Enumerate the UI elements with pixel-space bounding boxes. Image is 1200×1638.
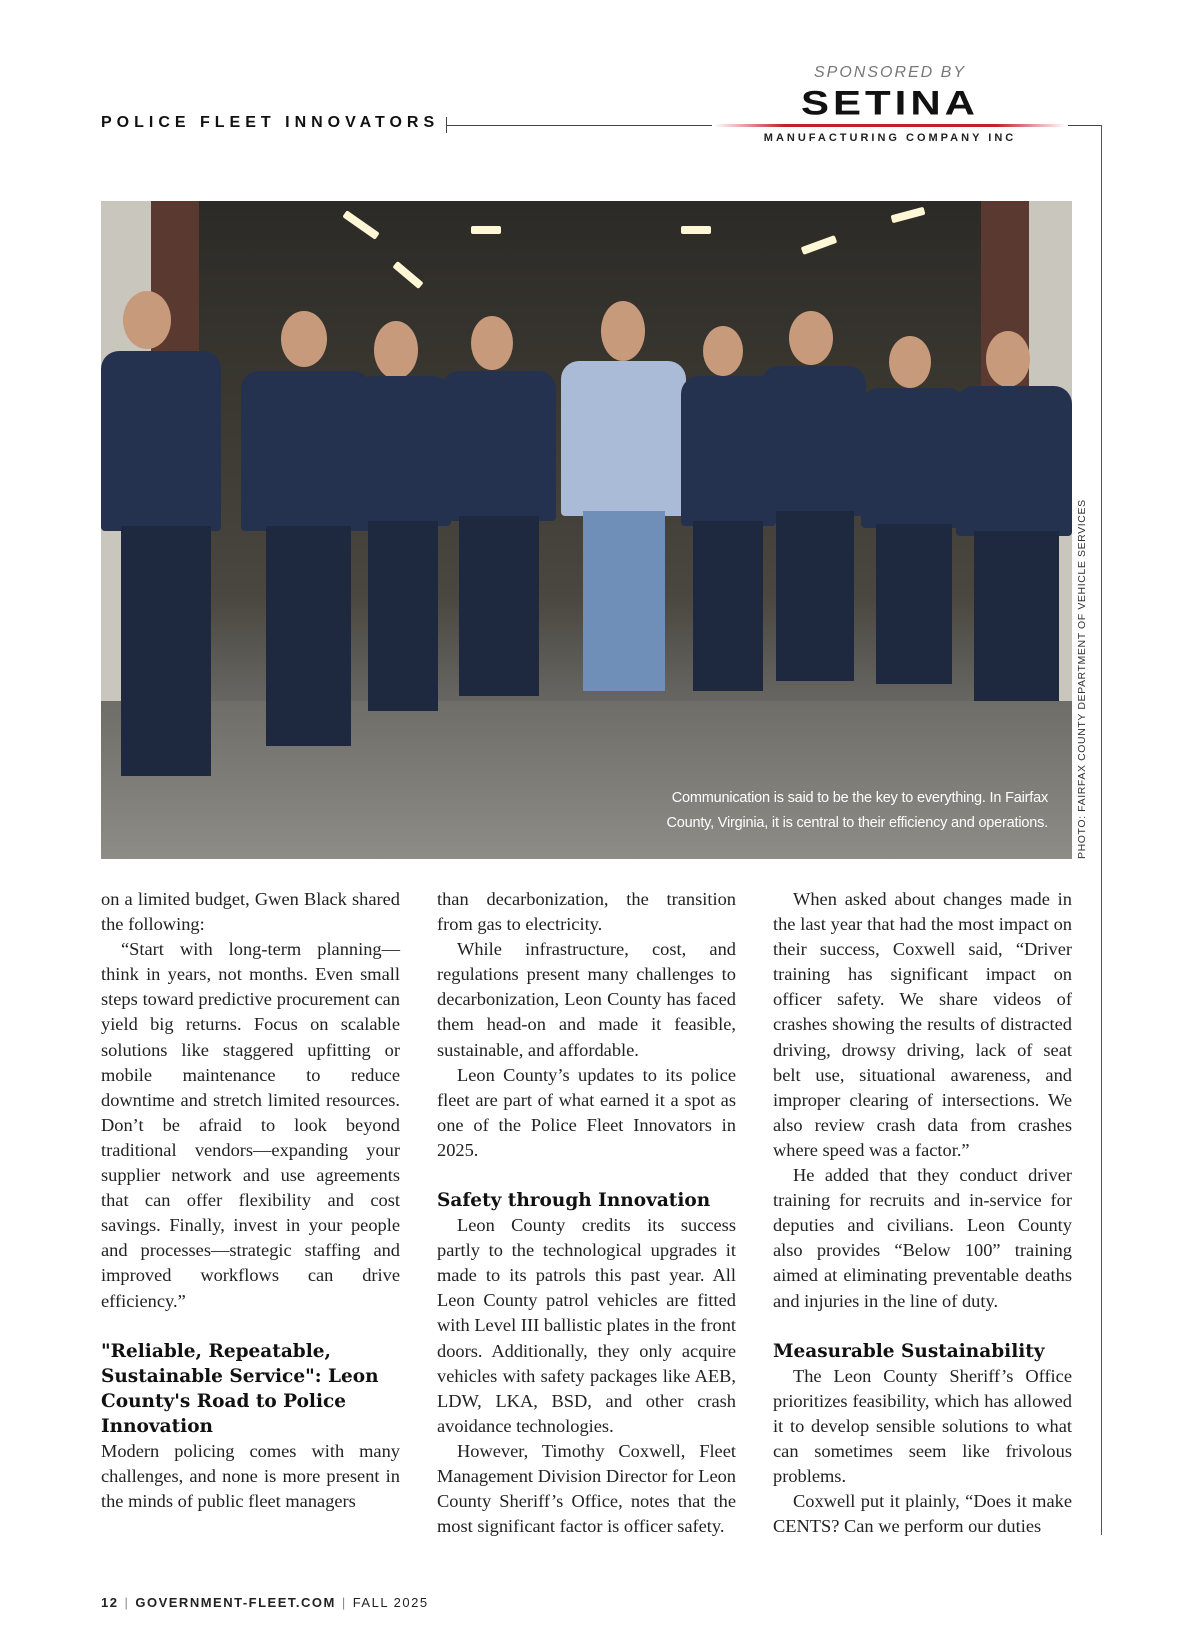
photo-caption [666, 786, 1048, 836]
article-column-3 [773, 887, 1072, 1539]
quote-paragraph: “Start with long-term planning—think in years, not months. Even small steps toward predictive procurement can yield big returns. Focus on scalable solutions like staggered upfitting or mobile maintenance to reduce downtime and stretch limited resources. Don’t be afraid to look beyond traditional vendors—expanding your supplier network and use agreements that can offer flexibility and cost savings. Finally, invest in your people and processes—strategic staffing and improved workflows can drive efficiency.” [101, 939, 400, 1311]
photo-ceiling-light [392, 261, 423, 289]
page-footer: 12 | GOVERNMENT-FLEET.COM | FALL 2025 [101, 1595, 429, 1610]
group-photo [101, 201, 1072, 859]
sponsor-subtitle: MANUFACTURING COMPANY INC [763, 132, 1017, 144]
footer-site: GOVERNMENT-FLEET.COM [135, 1595, 336, 1610]
paragraph: Leon County credits its success partly to the technological upgrades it made to its patrols this past year. All Leon County patrol vehicles are fitted with Level III ballistic plates in the front doors. Additionally, they only acquire vehicles with safety packages like AEB, LDW, LKA, BSD, and other crash avoidance technologies. [437, 1215, 736, 1436]
paragraph: However, Timothy Coxwell, Fleet Management Division Director for Leon County Sheriff’s Office, notes that the most significant factor is officer safety. [437, 1440, 736, 1537]
section-heading: Safety through Innovation [437, 1190, 711, 1212]
paragraph: Leon County’s updates to its police fleet are part of what earned it a spot as one of the Police Fleet Innovators in 2025. [437, 1064, 736, 1160]
sponsor-logo: SETINA [800, 83, 979, 122]
paragraph: When asked about changes made in the last year that had the most impact on their success, Coxwell said, “Driver training has significant impact on officer safety. We share videos of crashes showing the results of distracted driving, drowsy driving, lack of seat belt use, situational awareness, and improper clearing of intersections. We also review crash data from crashes where speed was a factor.” [773, 889, 1072, 1160]
photo-ceiling-light [801, 235, 838, 255]
article-column-2 [437, 887, 736, 1539]
paragraph: on a limited budget, Gwen Black shared the following: [101, 889, 400, 935]
sponsor-label: SPONSORED BY [813, 64, 967, 81]
paragraph: While infrastructure, cost, and regulations present many challenges to decarbonization, Leon County has faced them head-on and made it feasible, sustainable, and affordable. [437, 939, 736, 1060]
page-right-rule [1101, 125, 1102, 1535]
page-number: 12 [101, 1595, 119, 1610]
footer-issue: FALL 2025 [352, 1595, 429, 1610]
photo-credit: PHOTO: FAIRFAX COUNTY DEPARTMENT OF VEHICLE SERVICES [1076, 499, 1088, 859]
photo-ceiling-light [891, 207, 926, 224]
photo-ceiling-light [681, 226, 711, 234]
photo-ceiling-light [471, 226, 501, 234]
paragraph: The Leon County Sheriff’s Office prioritizes feasibility, which has allowed it to develop sensible solutions to what can sometimes seem like frivolous problems. [773, 1365, 1072, 1486]
paragraph: He added that they conduct driver training for recruits and in-service for deputies and civilians. Leon County also provides “Below 100” training aimed at eliminating preventable deaths and injuries in the line of duty. [773, 1165, 1072, 1311]
section-heading: "Reliable, Repeatable, Sustainable Service": Leon County's Road to Police Innovation [101, 1340, 379, 1437]
article-column-1 [101, 887, 400, 1514]
paragraph: than decarbonization, the transition from gas to electricity. [437, 889, 736, 935]
photo-caption-line: Communication is said to be the key to everything. In Fairfax [671, 790, 1048, 806]
sponsor-block [712, 60, 1068, 148]
paragraph: Coxwell put it plainly, “Does it make CENTS? Can we perform our duties [773, 1491, 1072, 1537]
section-heading: Measurable Sustainability [773, 1340, 1045, 1362]
photo-ceiling-light [342, 210, 379, 239]
section-title: POLICE FLEET INNOVATORS [101, 114, 440, 131]
photo-caption-line: County, Virginia, it is central to their efficiency and operations. [666, 815, 1048, 831]
paragraph: Modern policing comes with many challenges, and none is more present in the minds of public fleet managers [101, 1440, 400, 1511]
sponsor-logo-bar [714, 124, 1066, 127]
